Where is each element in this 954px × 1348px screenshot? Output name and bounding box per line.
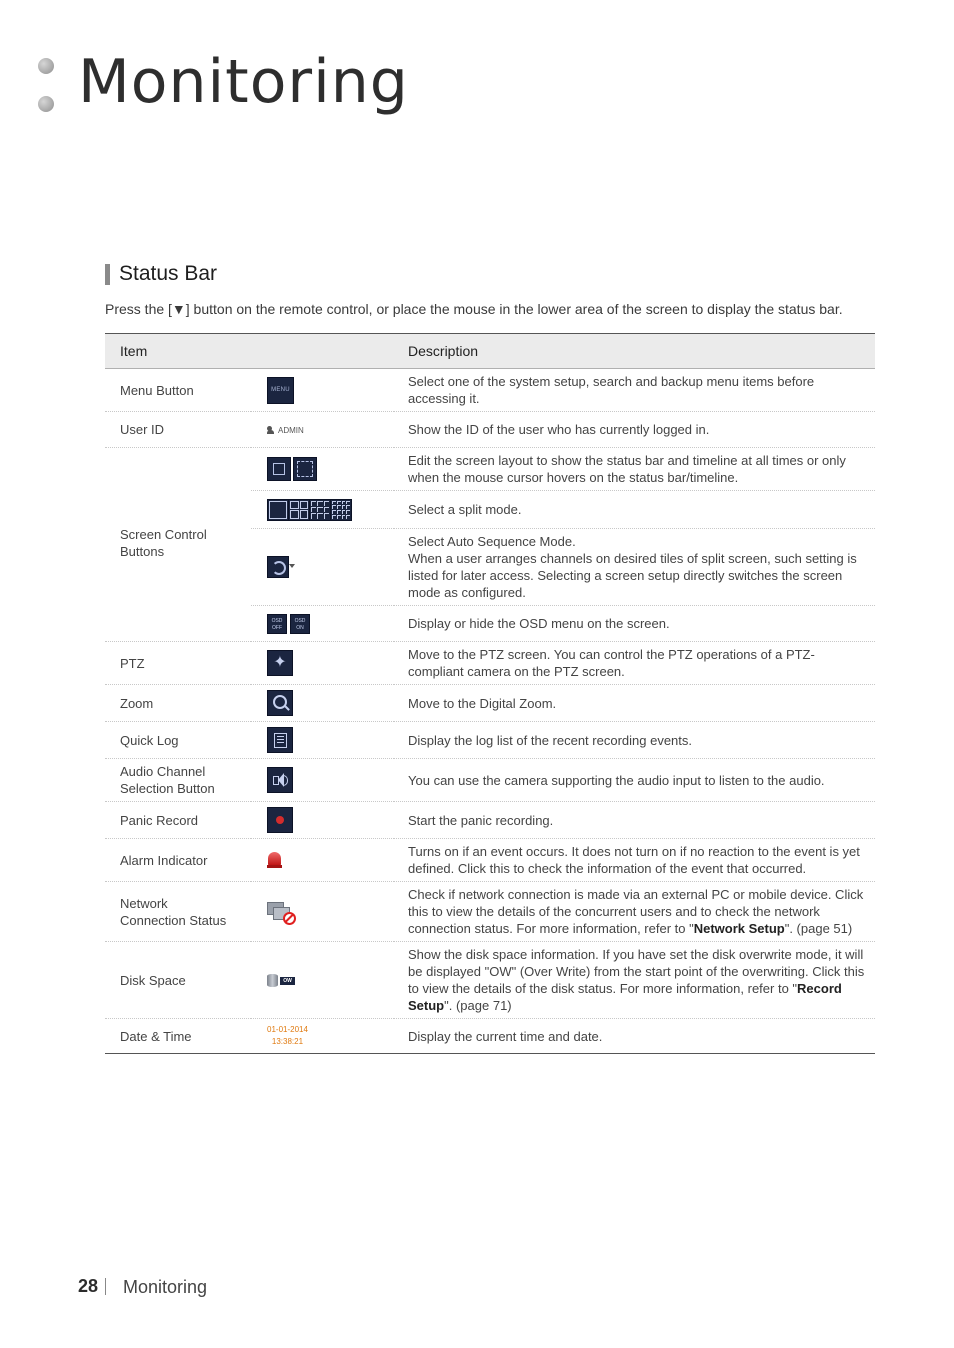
description-cell: You can use the camera supporting the audio input to listen to the audio. [394,759,875,802]
description-cell: Turns on if an event occurs. It does not turn on if no reaction to the event is yet defined. Click this to check the information of the event that occurred. [394,839,875,882]
sequence-desc-detail: When a user arranges channels on desired tiles of split screen, such setting is listed for later access. Selecting a screen setup directly switches the screen mode as configured. [408,551,857,600]
record-setup-ref: Record Setup [408,981,842,1013]
item-cell: Zoom [105,685,251,722]
table-row [105,722,875,759]
bullet-dot-icon [38,58,54,74]
description-cell: Display or hide the OSD menu on the screen. [394,606,875,642]
sequence-desc-line: Select Auto Sequence Mode. [408,534,576,549]
date-time-display [267,1024,308,1048]
osd-off-icon: OSD OFF [267,614,287,634]
item-cell: Quick Log [105,722,251,759]
icon-cell [251,642,394,685]
date-text: 01-01-2014 [267,1025,308,1034]
item-line: Network [120,895,168,911]
table-row [105,802,875,839]
split-mode-icon [267,499,352,521]
layout-auto-hide-icon [293,457,317,481]
auto-sequence-icon [267,556,295,578]
section-heading-text: Status Bar [119,262,218,285]
icon-cell [251,448,394,491]
icon-cell [251,685,394,722]
table-row [105,642,875,685]
description-cell: Move to the Digital Zoom. [394,685,875,722]
table-row [105,1019,875,1054]
quick-log-icon [267,727,293,753]
intro-paragraph: Press the [▼] button on the remote control, or place the mouse in the lower area of the screen to display the status bar. [105,301,843,317]
split-4-icon [289,500,309,520]
icon-cell [251,722,394,759]
icon-cell [251,606,394,642]
screen-layout-icon [267,457,317,481]
icon-cell [251,839,394,882]
footer-title: Monitoring [123,1277,208,1297]
item-cell: Alarm Indicator [105,839,251,882]
bullet-dot-icon [38,96,54,112]
user-id-icon [267,422,304,439]
table-row [105,412,875,448]
layout-fixed-icon [267,457,291,481]
chapter-bullet-dots [36,58,58,118]
item-line: Selection Button [120,781,215,796]
page-number: 28 [78,1276,99,1296]
description-cell: Select one of the system setup, search and backup menu items before accessing it. [394,369,875,412]
item-line: Connection Status [120,912,227,928]
icon-cell [251,491,394,529]
overwrite-badge: OW [280,977,295,985]
table-row [105,448,875,491]
description-cell: Move to the PTZ screen. You can control the PTZ operations of a PTZ-compliant camera on the PTZ screen. [394,642,875,685]
speaker-icon [267,767,293,793]
item-cell: Screen Control Buttons [105,448,251,642]
description-cell: Select a split mode. [394,491,875,529]
item-cell: Disk Space [105,942,251,1019]
icon-cell [251,942,394,1019]
table-row [105,839,875,882]
split-16-icon [331,500,351,520]
alarm-lamp-icon [267,852,282,869]
table-row [105,942,875,1019]
icon-cell [251,1019,394,1054]
footer-divider [105,1278,106,1295]
header-description: Description [394,334,875,369]
time-text: 13:38:21 [271,1037,304,1046]
icon-cell [251,802,394,839]
icon-cell [251,412,394,448]
split-9-icon [310,500,330,520]
description-cell: Show the disk space information. If you have set the disk overwrite mode, it will be displayed "OW" (Over Write) from the start point of the overwriting. Click this to view the details of the disk status. For more information, refer to "Record Setup". (page 71) [394,942,875,1019]
hdd-icon [267,974,278,987]
ptz-icon: ✦ [267,650,293,676]
description-cell [394,529,875,606]
item-cell: User ID [105,412,251,448]
disconnected-icon [283,912,296,925]
user-id-text: ADMIN [278,425,304,435]
table-row [105,759,875,802]
item-cell [105,882,251,942]
osd-toggle-icon [267,614,310,634]
description-cell: Check if network connection is made via an external PC or mobile device. Click this to view the details of the concurrent users and to check the network connection status. For more information, refer to "Network Setup". (page 51) [394,882,875,942]
user-head-icon [267,426,272,431]
description-cell: Edit the screen layout to show the status bar and timeline at all times or only when the mouse cursor hovers on the status bar/timeline. [394,448,875,491]
section-marker [105,264,110,285]
menu-button-icon: MENU [267,377,294,404]
panic-record-icon [267,807,293,833]
chapter-title: Monitoring [78,47,409,117]
icon-cell [251,529,394,606]
item-cell: Menu Button [105,369,251,412]
disk-space-icon [267,973,297,989]
icon-cell [251,882,394,942]
dropdown-arrow-icon [289,564,295,568]
header-item: Item [105,334,394,369]
osd-on-icon: OSD ON [290,614,310,634]
table-header-row [105,334,875,369]
network-setup-ref: Network Setup [693,921,785,936]
description-cell: Display the current time and date. [408,1028,603,1044]
network-status-icon [267,901,295,923]
item-cell: PTZ [105,642,251,685]
table-row [105,685,875,722]
icon-cell [251,369,394,412]
item-line: Audio Channel [120,764,206,779]
description-cell: Start the panic recording. [394,802,875,839]
split-1-icon [268,500,288,520]
section-heading [105,262,217,286]
description-cell: Display the log list of the recent recording events. [394,722,875,759]
zoom-icon [267,690,293,716]
icon-cell [251,759,394,802]
item-cell: Date & Time [120,1028,192,1044]
status-bar-table [105,333,875,1054]
description-cell: Show the ID of the user who has currently logged in. [394,412,875,448]
item-cell [105,759,251,802]
table-row [105,369,875,412]
table-row [105,882,875,942]
item-cell: Panic Record [105,802,251,839]
